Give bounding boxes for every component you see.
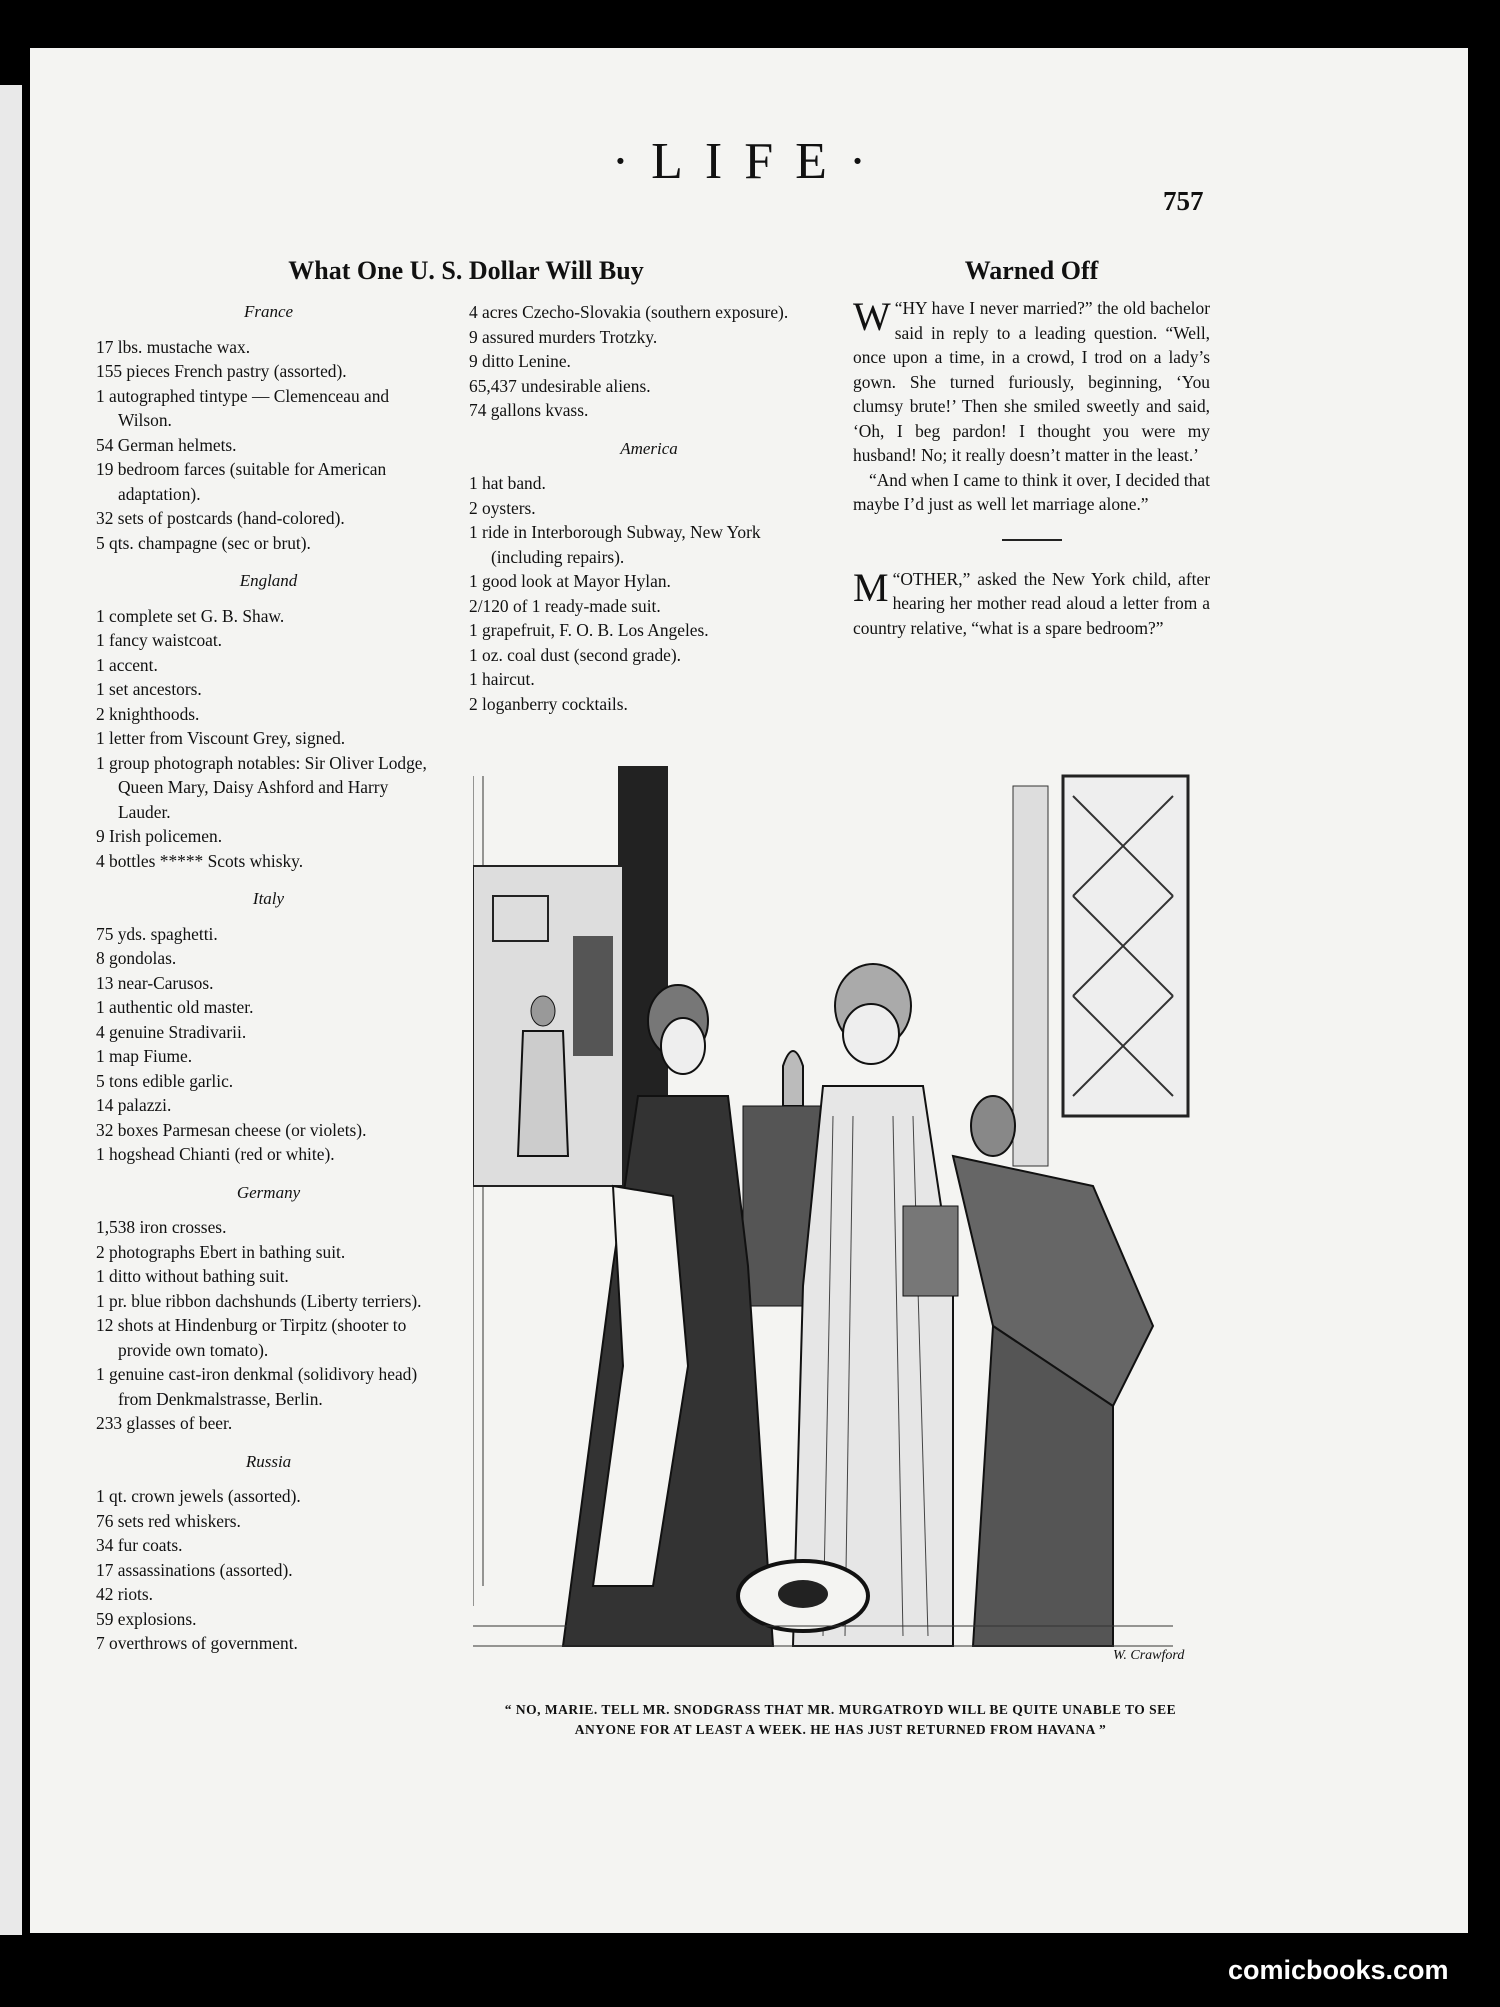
- warned-off-title: Warned Off: [964, 256, 1099, 285]
- list-item: 65,437 undesirable aliens.: [469, 375, 651, 396]
- list-item: 1 authentic old master.: [96, 997, 254, 1017]
- list-item: 12 shots at Hindenburg or Tirpitz (shooter to provide own tomato).: [96, 1315, 407, 1360]
- list-item: 5 tons edible garlic.: [96, 1070, 234, 1091]
- list-item: 155 pieces French pastry (assorted).: [96, 361, 347, 381]
- list-item: 5 qts. champagne (sec or brut).: [96, 532, 311, 553]
- warned-off-column: [853, 296, 1210, 640]
- artist-signature: W. Crawford: [1113, 1648, 1185, 1663]
- list-item: 233 glasses of beer.: [96, 1413, 233, 1433]
- facing-page-edge: [0, 85, 22, 1935]
- open-quote: “: [894, 298, 903, 318]
- list-item: 1 letter from Viscount Grey, signed.: [96, 728, 346, 748]
- list-item: 1 ride in Interborough Subway, New York (including repairs).: [469, 522, 761, 567]
- list-item: 1 good look at Mayor Hylan.: [469, 571, 671, 591]
- list-item: 1 accent.: [96, 654, 158, 675]
- list-item: 1 ditto without bathing suit.: [96, 1266, 289, 1286]
- list-item: 1,538 iron crosses.: [96, 1217, 227, 1237]
- dollar-column-1: [96, 300, 441, 1656]
- list-item: 2 knighthoods.: [96, 703, 200, 724]
- list-item: 19 bedroom farces (suitable for American adaptation).: [96, 459, 387, 504]
- warned-off-paragraph-2: “And when I came to think it over, I decided that maybe I’d just as well let marriage alone.”: [853, 469, 1210, 514]
- list-item: 34 fur coats.: [96, 1535, 183, 1555]
- cartoon-illustration: [473, 766, 1198, 1666]
- list-item: 1 group photograph notables: Sir Oliver Lodge, Queen Mary, Daisy Ashford and Harry Lauder.: [96, 752, 427, 822]
- drop-cap-m: M: [853, 564, 889, 610]
- list-item: 74 gallons kvass.: [469, 400, 589, 420]
- dollar-column-2: [469, 300, 829, 716]
- dollar-article-title: What One U. S. Dollar Will Buy: [288, 256, 644, 285]
- list-item: 1 map Fiume.: [96, 1046, 193, 1066]
- list-item: 1 haircut.: [469, 669, 535, 689]
- list-item: 1 complete set G. B. Shaw.: [96, 605, 285, 626]
- warned-off-paragraph-1: [853, 296, 1210, 468]
- list-item: 7 overthrows of government.: [96, 1633, 298, 1653]
- open-quote: “: [892, 568, 901, 589]
- list-item: 4 acres Czecho-Slovakia (southern exposure).: [469, 302, 789, 322]
- list-item: 17 lbs. mustache wax.: [96, 336, 251, 357]
- list-item: 1 qt. crown jewels (assorted).: [96, 1486, 301, 1506]
- masthead: ·LIFE·: [611, 133, 889, 190]
- section-heading-america: America: [620, 438, 678, 458]
- list-item: 8 gondolas.: [96, 948, 177, 968]
- paragraph-3-text: OTHER,” asked the New York child, after hearing her mother read aloud a letter from a country relative, “what is a spare bedroom?”: [853, 568, 1210, 638]
- list-item: 2 oysters.: [469, 497, 536, 518]
- list-item: 75 yds. spaghetti.: [96, 923, 218, 944]
- section-heading-italy: Italy: [252, 889, 285, 908]
- list-item: 42 riots.: [96, 1584, 154, 1604]
- page-number: 757: [1163, 186, 1204, 216]
- paragraph-1-text: HY have I never married?” the old bachelor said in reply to a leading question. “Well, once upon a time, in a crowd, I trod on a lady’s gown. She turned furiously, beginning, ‘You clumsy brute!’ Then she smiled sweetly and said, ‘Oh, I beg pardon! I thought you were my husband! No; it really doesn’t matter in the least.’: [853, 298, 1210, 465]
- list-item: 1 pr. blue ribbon dachshunds (Liberty terriers).: [96, 1290, 422, 1311]
- list-item: 2 photographs Ebert in bathing suit.: [96, 1241, 346, 1262]
- list-item: 54 German helmets.: [96, 434, 237, 455]
- list-item: 1 hogshead Chianti (red or white).: [96, 1144, 335, 1164]
- child-anecdote-paragraph: [853, 564, 1210, 641]
- list-item: 1 hat band.: [469, 473, 546, 493]
- section-heading-france: France: [243, 302, 294, 321]
- list-item: 59 explosions.: [96, 1608, 197, 1629]
- drop-cap-w: W: [853, 294, 891, 339]
- list-item: 17 assassinations (assorted).: [96, 1559, 293, 1580]
- list-item: 1 genuine cast-iron denkmal (solidivory head) from Denkmalstrasse, Berlin.: [96, 1364, 418, 1409]
- list-item: 9 Irish policemen.: [96, 826, 223, 846]
- list-item: 76 sets red whiskers.: [96, 1510, 241, 1531]
- site-watermark: comicbooks.com: [1228, 1955, 1449, 1985]
- list-item: 32 sets of postcards (hand-colored).: [96, 508, 345, 528]
- list-item: 13 near-Carusos.: [96, 972, 214, 993]
- list-item: 32 boxes Parmesan cheese (or violets).: [96, 1119, 367, 1140]
- list-item: 1 oz. coal dust (second grade).: [469, 644, 681, 665]
- list-item: 1 set ancestors.: [96, 679, 202, 699]
- list-item: 1 autographed tintype — Clemenceau and Wilson.: [96, 385, 390, 430]
- section-heading-germany: Germany: [236, 1182, 301, 1202]
- list-item: 9 ditto Lenine.: [469, 351, 571, 371]
- list-item: 14 palazzi.: [96, 1095, 172, 1115]
- section-divider: [1002, 539, 1062, 541]
- list-item: 2/120 of 1 ready-made suit.: [469, 595, 661, 616]
- section-heading-england: England: [239, 571, 298, 590]
- list-item: 4 bottles ***** Scots whisky.: [96, 850, 304, 871]
- list-item: 1 fancy waistcoat.: [96, 630, 223, 650]
- list-item: 9 assured murders Trotzky.: [469, 326, 658, 347]
- cartoon-caption: “ NO, MARIE. TELL MR. SNODGRASS THAT MR. MURGATROYD WILL BE QUITE UNABLE TO SEE ANYONE FOR AT LEAST A WEEK. HE HAS JUST RETURNED FROM HAVANA ”: [504, 1702, 1177, 1737]
- section-heading-russia: Russia: [245, 1451, 292, 1471]
- list-item: 4 genuine Stradivarii.: [96, 1021, 247, 1042]
- list-item: 1 grapefruit, F. O. B. Los Angeles.: [469, 620, 709, 640]
- list-item: 2 loganberry cocktails.: [469, 693, 628, 714]
